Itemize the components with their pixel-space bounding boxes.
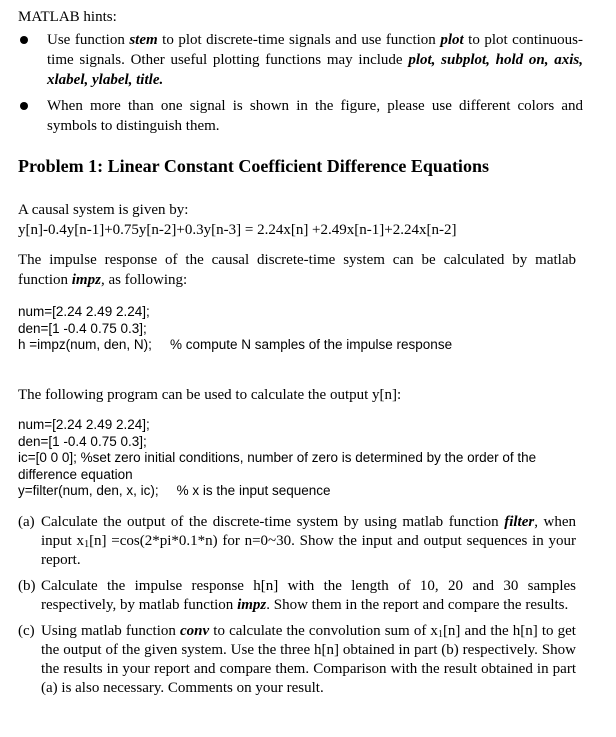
function-name-conv: conv <box>180 623 210 639</box>
subscript: 1 <box>437 629 443 640</box>
part-text: Calculate the impulse response h[n] with the length of 10, 20 and 30 samples respectively, by matlab function <box>41 578 576 613</box>
code-comment: % x is the input sequence <box>176 483 331 498</box>
code-block-filter <box>18 417 578 500</box>
code-line: den=[1 -0.4 0.75 0.3]; <box>18 433 147 449</box>
code-line <box>18 483 578 500</box>
code-line: num=[2.24 2.49 2.24]; <box>18 304 150 319</box>
code-line: den=[1 -0.4 0.75 0.3]; <box>18 320 147 336</box>
subscript: 1 <box>84 539 90 550</box>
difference-equation: y[n]-0.4y[n-1]+0.75y[n-2]+0.3y[n-3] = 2.24x[n] +2.49x[n-1]+2.24x[n-2] <box>18 222 457 238</box>
hint-text: to plot discrete-time signals and use function <box>157 32 441 48</box>
function-name-impz: impz <box>71 272 101 288</box>
hints-title: MATLAB hints: <box>18 9 117 25</box>
part-text: [n] and the h[n] to get the output of the given system. Use the three h[n] obtained in part (b) respectively. Show the results in your report and compare them. Comparison with the result obtained in part (a) is also necessary. Comments on your result. <box>41 623 576 696</box>
hint-text: Use function <box>47 32 130 48</box>
problem-title: Problem 1: Linear Constant Coefficient Difference Equations <box>18 156 489 176</box>
hint-text: When more than one signal is shown in the figure, please use different colors and symbols to distinguish them. <box>47 98 583 134</box>
part-label: (b) <box>18 578 36 594</box>
part-label: (c) <box>18 623 35 639</box>
part-text: [n] =cos(2*pi*0.1*n) for n=0~30. Show the input and output sequences in your report. <box>41 533 576 568</box>
code-line <box>18 337 578 354</box>
code-block-impz <box>18 304 578 354</box>
code-line: ic=[0 0 0]; %set zero initial conditions, number of zero is determined by the order of the difference equation <box>18 450 537 482</box>
part-text: . Show them in the report and compare the results. <box>266 597 569 613</box>
part-b <box>18 577 576 615</box>
part-text: , when input x <box>41 514 576 549</box>
hints-list <box>18 30 583 142</box>
function-name-stem: stem <box>129 32 158 48</box>
code-comment: % compute N samples of the impulse response <box>169 337 453 352</box>
function-name-plot: plot <box>440 32 464 48</box>
part-label: (a) <box>18 514 35 530</box>
function-name-filter: filter <box>504 514 535 530</box>
function-name-impz: impz <box>237 597 267 613</box>
paragraph-text: , as following: <box>100 272 188 288</box>
problem-parts <box>18 513 576 705</box>
part-a <box>18 513 576 570</box>
system-intro: A causal system is given by: <box>18 202 189 218</box>
part-text: Calculate the output of the discrete-time system by using matlab function <box>41 514 505 530</box>
code-text: h =impz(num, den, N); <box>18 337 152 352</box>
function-list: plot, subplot, hold on, axis, xlabel, ylabel, title. <box>47 52 583 88</box>
impulse-response-text <box>18 250 576 290</box>
bullet-icon <box>20 102 28 110</box>
part-text: Using matlab function <box>41 623 180 639</box>
part-text: to calculate the convolution sum of x <box>209 623 438 639</box>
hint-item-plotting <box>18 30 583 90</box>
paragraph-text: The impulse response of the causal discrete-time system can be calculated by matlab function <box>18 252 576 288</box>
hint-text: to plot continuous-time signals. Other useful plotting functions may include <box>47 32 583 68</box>
filter-program-text: The following program can be used to calculate the output y[n]: <box>18 387 402 403</box>
code-line: num=[2.24 2.49 2.24]; <box>18 417 150 432</box>
part-c <box>18 622 576 698</box>
hint-item-colors <box>18 96 583 136</box>
bullet-icon <box>20 36 28 44</box>
code-text: y=filter(num, den, x, ic); <box>18 483 159 498</box>
